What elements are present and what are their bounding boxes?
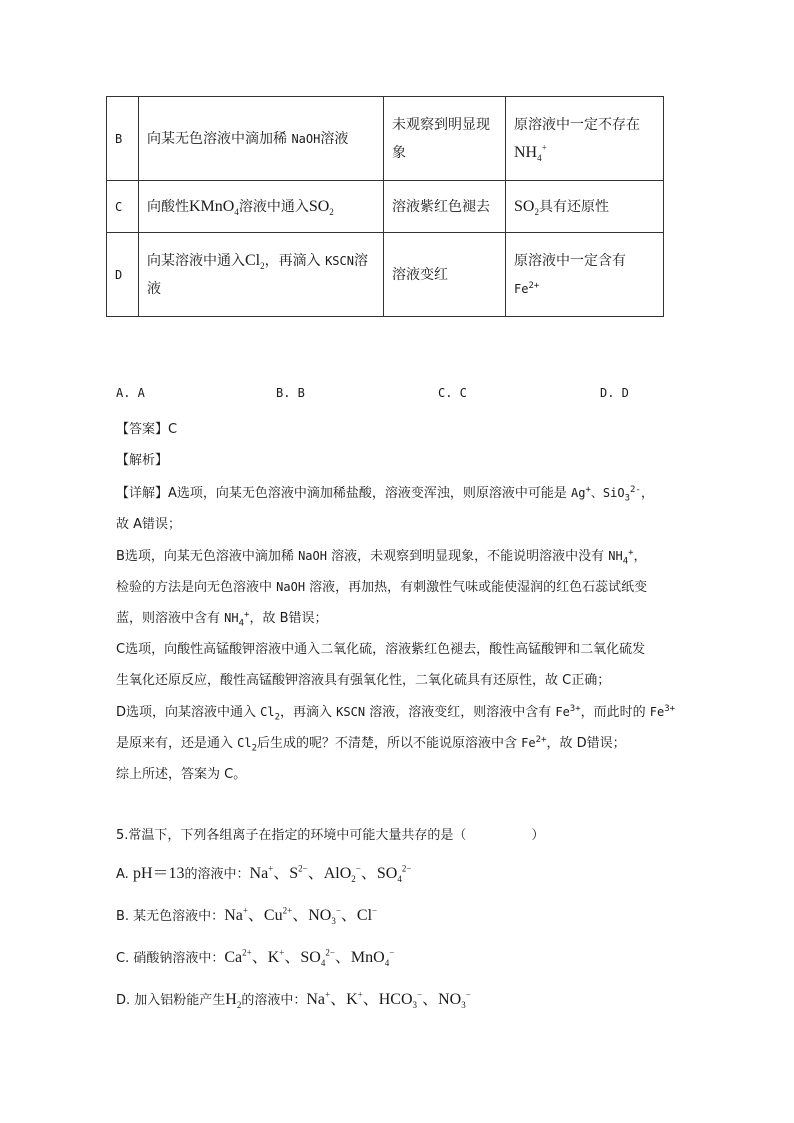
explanation-line: C选项，向酸性高锰酸钾溶液中通入二氧化硫，溶液紫红色褪去，酸性高锰酸钾和二氧化硫发 [116,642,646,657]
question-option-a: A. pH＝13的溶液中：Na+、$S^{2-}$、AlO$_2$−、$SO_4^{2-}$ [116,863,412,885]
explanation-line: B选项，向某无色溶液中滴加稀 NaOH 溶液，未观察到明显现象，不能说明溶液中没有 $NH_4^+$， [116,548,647,567]
question-option-c: C. 硝酸钠溶液中：$Ca^{2+}$、K+、$SO_4^{2-}$、MnO$_4$− [116,947,395,969]
question-option-b: B. 某无色溶液中：Na+、$Cu^{2+}$、$NO_3^-$、Cl− [116,905,378,927]
analysis-title: 【解析】 [116,453,169,468]
question-table [106,96,664,317]
table-row-b [107,97,664,181]
explanation-line: 蓝，则溶液中含有 $NH_4^+$，故 B错误； [116,610,328,629]
operation-cell: 向某无色溶液中滴加稀 NaOH溶液 [139,97,384,181]
choice-a: A. A [116,386,145,400]
choice-d: D. D [600,386,629,400]
table-row-c [107,181,664,233]
explanation-line: D选项，向某溶液中通入 $Cl_2$，再滴入 KSCN 溶液，溶液变红，则溶液中含有 $Fe^{3+}$，而此时的 $Fe^{3+}$ [116,704,676,723]
conclusion-cell: 原溶液中一定不存在 $NH_4^+$ [506,97,664,181]
answer-line: 【答案】C [116,422,178,437]
explanation-line: 检验的方法是向无色溶液中 NaOH 溶液，再加热，有刺激性气味或能使湿润的红色石蕊试纸变 [116,580,648,595]
phenomenon-cell: 溶液紫红色褪去 [384,181,506,233]
choice-c: C. C [438,386,467,400]
explanation-line: 生氧化还原反应，酸性高锰酸钾溶液具有强氧化性，二氧化硫具有还原性，故 C正确； [116,673,611,688]
table-row-d [107,233,664,317]
explanation-line: 【详解】A选项，向某无色溶液中滴加稀盐酸，溶液变浑浊，则原溶液中可能是 Ag+、SiO$_3^{2-}$， [116,485,654,504]
row-letter: C [107,181,139,233]
phenomenon-cell: 溶液变红 [384,233,506,317]
question-stem: 5.常温下，下列各组离子在指定的环境中可能大量共存的是（ ） [116,828,545,843]
row-letter: D [107,233,139,317]
conclusion-cell: 原溶液中一定含有 $Fe^{2+}$ [506,233,664,317]
operation-cell: 向某溶液中通入$Cl_2$，再滴入 KSCN溶 液 [139,233,384,317]
row-letter: B [107,97,139,181]
operation-cell: 向酸性KMnO$_4$溶液中通入$SO_2$ [139,181,384,233]
choice-b: B. B [276,386,305,400]
phenomenon-cell: 未观察到明显现 象 [384,97,506,181]
explanation-line: 故 A错误； [116,517,182,532]
conclusion-cell: $SO_2$具有还原性 [506,181,664,233]
explanation-line: 是原来有，还是通入 $Cl_2$后生成的呢？不清楚，所以不能说原溶液中含 $Fe^{2+}$，故 D错误； [116,735,626,754]
question-option-d: D. 加入铝粉能产生$H_2$的溶液中：Na+、K+、$HCO_3^-$、$NO_3^-$ [116,989,471,1011]
explanation-line: 综上所述，答案为 C。 [116,767,247,782]
answer-choices [0,386,794,406]
